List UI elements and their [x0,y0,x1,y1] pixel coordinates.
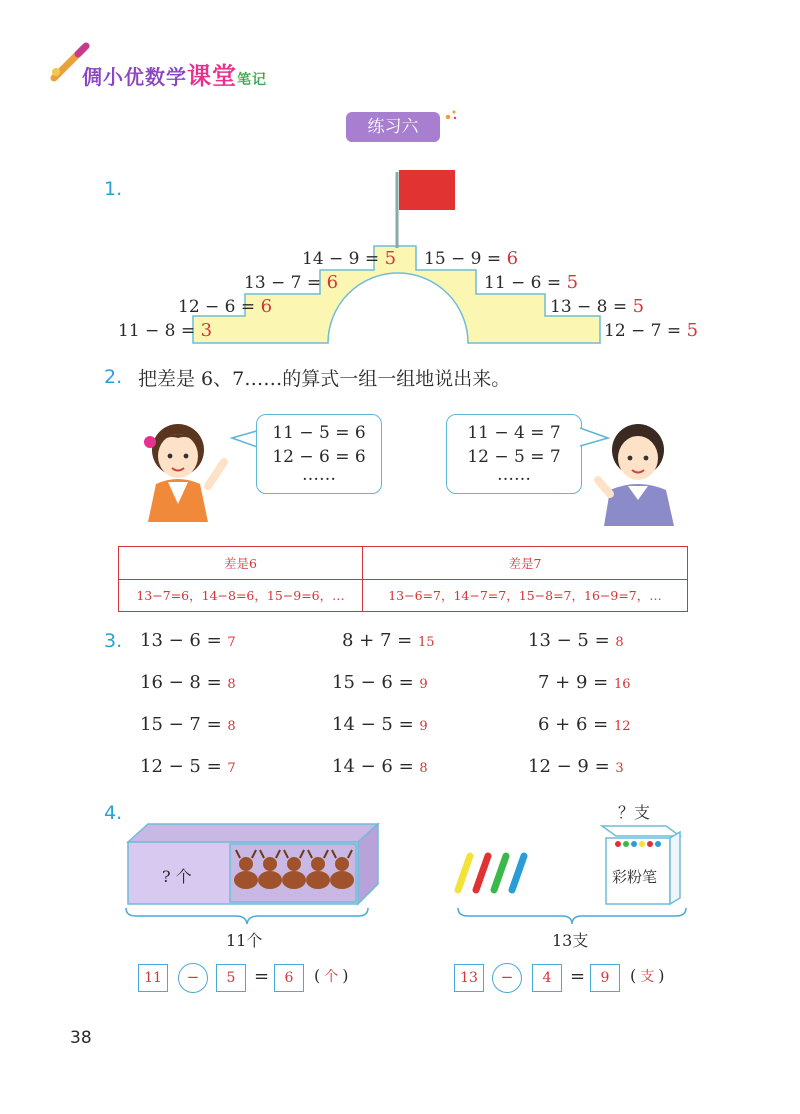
chalk-box-unknown-label: ？支 [618,803,651,822]
q1-left-3: 13 − 7 = 6 [244,272,339,293]
table-header-cell: 差是7 [363,547,688,580]
left-eq-unit: ( 个 ) [314,966,349,985]
left-total-brace [124,906,370,926]
q3-item: 15 − 6 = 9 [332,672,428,693]
table-row [119,579,688,612]
boy-illustration [594,414,684,526]
q1-right-1: 15 − 9 = 6 [424,248,519,269]
q1-right-3: 13 − 8 = 5 [550,296,645,317]
question-2-number: 2. [104,366,123,388]
girl-bubble-line-2: 12 − 6 = 6 [272,447,366,467]
brand-text-1: 倜小优数学 [82,65,187,89]
question-2-instruction: 把差是 6、7……的算式一组一组地说出来。 [138,368,511,390]
table-cell: 13−6=7，14−7=7，15−8=7，16−9=7，… [363,579,688,612]
left-eq-subtrahend: 5 [216,964,246,992]
q1-left-1: 11 − 8 = 3 [118,320,213,341]
boy-speech-bubble [446,414,582,494]
boy-bubble-line-2: 12 − 5 = 7 [467,447,561,467]
right-eq-subtrahend: 4 [532,964,562,992]
right-total-label: 13支 [552,931,589,950]
q1-right-2: 11 − 6 = 5 [484,272,579,293]
q3-item: 14 − 5 = 9 [332,714,428,735]
page-number: 38 [70,1028,92,1048]
question-1-number: 1. [104,178,123,200]
flag-icon [390,166,460,250]
table-header-cell: 差是6 [119,547,363,580]
left-eq-equals: = [254,966,270,987]
boy-bubble-line-1: 11 − 4 = 7 [467,423,561,443]
girl-bubble-line-1: 11 − 5 = 6 [272,423,366,443]
left-total-label: 11个 [226,931,263,950]
left-eq-minuend: 11 [138,964,168,992]
girl-speech-bubble [256,414,382,494]
question-4-number: 4. [104,802,123,824]
q1-right-4: 12 − 7 = 5 [604,320,699,341]
girl-illustration [130,412,240,522]
right-eq-unit: ( 支 ) [630,966,665,985]
left-eq-result: 6 [274,964,304,992]
q3-item: 12 − 5 = 7 [140,756,236,777]
q3-item: 13 − 5 = 8 [528,630,624,651]
q3-item: 6 + 6 = 12 [538,714,631,735]
table-cell: 13−7=6，14−8=6，15−9=6，… [119,579,363,612]
difference-table [118,546,688,612]
unknown-count-label: ? 个 [162,867,192,886]
right-total-brace [456,906,688,926]
chalk-sticks-icon [452,852,536,894]
right-eq-equals: = [570,966,586,987]
right-eq-result: 9 [590,964,620,992]
boy-bubble-line-3: …… [497,465,531,485]
brand-text-3: 笔记 [237,72,267,88]
chalk-box-icon [600,822,684,908]
right-eq-operator: − [492,963,522,993]
reindeer-group-icon [232,848,358,898]
q3-item: 16 − 8 = 8 [140,672,236,693]
q3-item: 7 + 9 = 16 [538,672,631,693]
brand-text-2: 课堂 [187,62,237,90]
q3-item: 15 − 7 = 8 [140,714,236,735]
q3-item: 14 − 6 = 8 [332,756,428,777]
q1-left-4: 14 − 9 = 5 [302,248,397,269]
left-eq-operator: − [178,963,208,993]
q1-left-2: 12 − 6 = 6 [178,296,273,317]
q3-item: 13 − 6 = 7 [140,630,236,651]
q3-item: 8 + 7 = 15 [342,630,435,651]
right-eq-minuend: 13 [454,964,484,992]
chalk-box-label: 彩粉笔 [612,868,658,886]
q3-item: 12 − 9 = 3 [528,756,624,777]
question-3-number: 3. [104,630,123,652]
girl-bubble-line-3: …… [302,465,336,485]
table-header-row [119,547,688,580]
section-title: 练习六 [346,112,440,142]
